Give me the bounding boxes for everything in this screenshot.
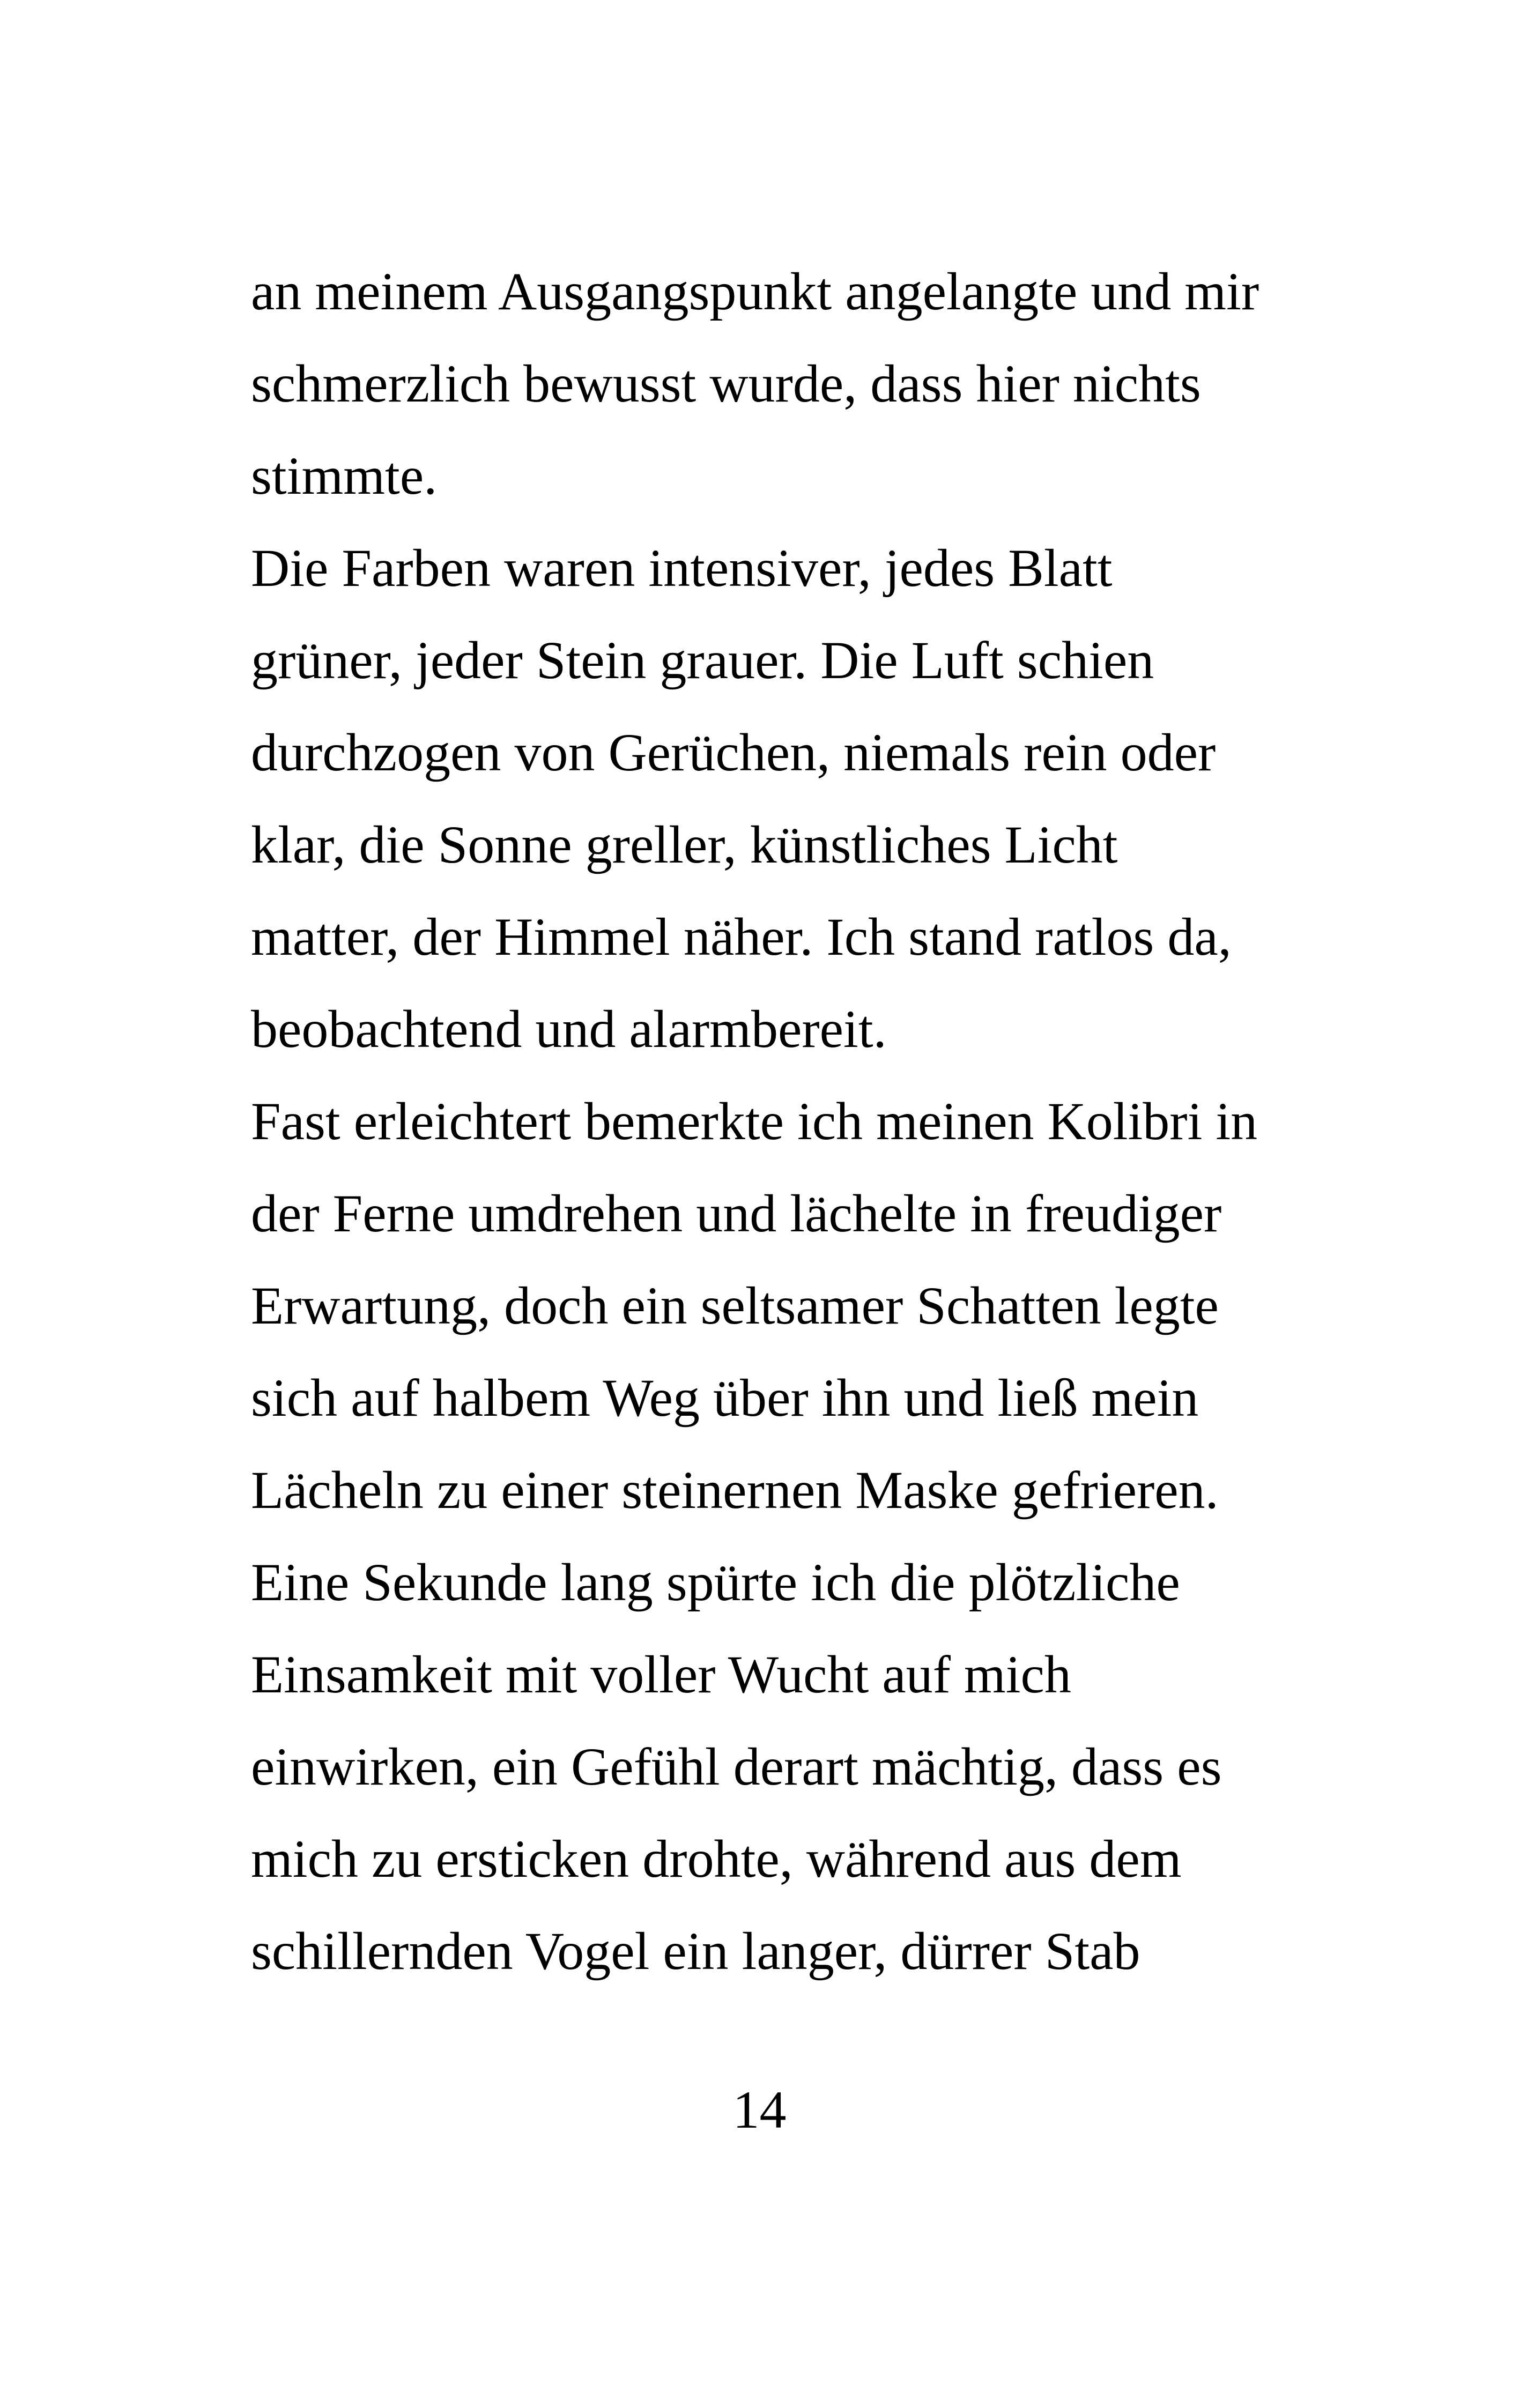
text-line: Die Farben waren intensiver, jedes Blatt: [251, 538, 1113, 598]
text-line: durchzogen von Gerüchen, niemals rein oder: [251, 723, 1216, 782]
text-line: einwirken, ein Gefühl derart mächtig, dass es: [251, 1737, 1222, 1796]
text-line: schillernden Vogel ein langer, dürrer Stab: [251, 1921, 1140, 1981]
text-line: sich auf halbem Weg über ihn und ließ mein: [251, 1368, 1199, 1428]
text-line: schmerzlich bewusst wurde, dass hier nichts: [251, 354, 1201, 413]
page-number: 14: [732, 2080, 787, 2139]
text-line: klar, die Sonne greller, künstliches Licht: [251, 815, 1118, 874]
text-line: Erwartung, doch ein seltsamer Schatten legte: [251, 1276, 1219, 1335]
text-line: mich zu ersticken drohte, während aus dem: [251, 1829, 1182, 1889]
text-line: Einsamkeit mit voller Wucht auf mich: [251, 1645, 1071, 1704]
text-line: Fast erleichtert bemerkte ich meinen Kolibri in: [251, 1091, 1258, 1151]
text-line: matter, der Himmel näher. Ich stand ratlos da,: [251, 907, 1232, 967]
text-line: stimmte.: [251, 446, 438, 506]
text-line: an meinem Ausgangspunkt angelangte und mir: [251, 262, 1259, 321]
text-line: Eine Sekunde lang spürte ich die plötzliche: [251, 1552, 1180, 1612]
text-line: der Ferne umdrehen und lächelte in freudiger: [251, 1184, 1222, 1243]
text-line: beobachtend und alarmbereit.: [251, 999, 887, 1059]
text-line: grüner, jeder Stein grauer. Die Luft schien: [251, 630, 1154, 690]
text-line: Lächeln zu einer steinernen Maske gefrieren.: [251, 1460, 1219, 1520]
body-text: [251, 246, 1323, 1997]
